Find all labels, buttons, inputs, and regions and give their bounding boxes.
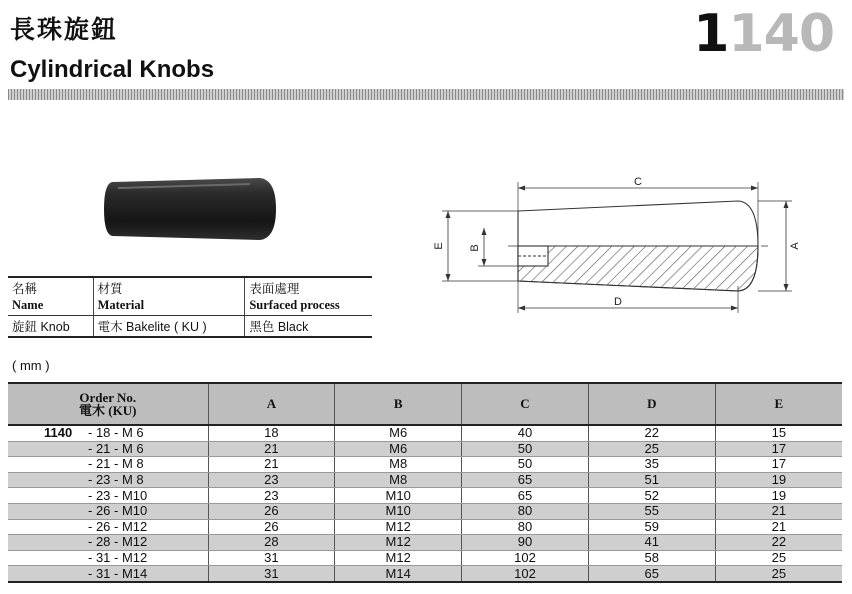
order-code: - 31 - M14 — [88, 565, 148, 581]
cell-a: 31 — [208, 550, 335, 566]
order-code: - 21 - M 8 — [88, 456, 144, 472]
table-row — [8, 441, 842, 457]
col-header-b: B — [335, 383, 462, 425]
dimension-label-b: B — [469, 244, 481, 252]
cell-d: 55 — [588, 503, 715, 519]
surface-value: 黑色 Black — [245, 316, 372, 338]
order-cell — [8, 472, 208, 488]
order-no-header — [8, 383, 208, 425]
order-code: - 21 - M 6 — [88, 440, 144, 456]
table-row — [8, 488, 842, 504]
dimension-label-a: A — [789, 242, 801, 250]
order-code: - 23 - M 8 — [88, 472, 144, 488]
spec-header-row — [8, 383, 842, 425]
table-row — [8, 425, 842, 441]
cell-c: 90 — [462, 535, 589, 551]
surface-header-cn: 表面處理 — [245, 277, 372, 297]
order-code: - 26 - M10 — [88, 503, 148, 519]
knob-photo — [100, 176, 280, 242]
cell-b: M12 — [335, 550, 462, 566]
col-header-a: A — [208, 383, 335, 425]
cell-a: 31 — [208, 566, 335, 582]
order-cell — [8, 503, 208, 519]
cell-a: 18 — [208, 425, 335, 441]
cell-d: 35 — [588, 457, 715, 473]
cell-e: 19 — [715, 472, 842, 488]
product-code — [693, 4, 834, 64]
order-cell — [8, 441, 208, 457]
order-cell — [8, 566, 208, 582]
header-rule — [8, 89, 844, 100]
technical-drawing — [418, 168, 808, 318]
product-code-first-digit: 1 — [693, 4, 729, 64]
name-header-en: Name — [8, 297, 93, 316]
cell-c: 65 — [462, 472, 589, 488]
properties-header-cn-row — [8, 277, 372, 297]
dimension-label-c: C — [634, 176, 642, 188]
cell-a: 23 — [208, 488, 335, 504]
order-prefix: 1140 — [44, 425, 73, 441]
cell-b: M6 — [335, 425, 462, 441]
cell-d: 22 — [588, 425, 715, 441]
cell-c: 50 — [462, 457, 589, 473]
material-value: 電木 Bakelite ( KU ) — [93, 316, 245, 338]
order-no-label: Order No. — [79, 390, 137, 405]
order-code: - 26 - M12 — [88, 518, 148, 534]
cell-d: 41 — [588, 535, 715, 551]
name-header-cn: 名稱 — [12, 282, 38, 296]
order-cell — [8, 488, 208, 504]
table-row — [8, 472, 842, 488]
cell-b: M10 — [335, 503, 462, 519]
table-row — [8, 457, 842, 473]
cell-d: 51 — [588, 472, 715, 488]
col-header-c: C — [462, 383, 589, 425]
cell-b: M10 — [335, 488, 462, 504]
order-code: - 31 - M12 — [88, 550, 148, 566]
table-row — [8, 519, 842, 535]
cell-e: 25 — [715, 550, 842, 566]
order-no-sub-label: 電木 (KU) — [79, 403, 137, 418]
cell-a: 28 — [208, 535, 335, 551]
cell-a: 26 — [208, 519, 335, 535]
cell-c: 65 — [462, 488, 589, 504]
cell-c: 102 — [462, 550, 589, 566]
cell-c: 80 — [462, 503, 589, 519]
cell-c: 80 — [462, 519, 589, 535]
cell-b: M12 — [335, 535, 462, 551]
cell-c: 50 — [462, 441, 589, 457]
cell-b: M12 — [335, 519, 462, 535]
name-value: 旋鈕 Knob — [12, 320, 70, 334]
cell-e: 17 — [715, 457, 842, 473]
cell-e: 22 — [715, 535, 842, 551]
cell-e: 21 — [715, 503, 842, 519]
material-header-cn: 材質 — [93, 277, 245, 297]
properties-table — [8, 276, 372, 338]
properties-value-row — [8, 316, 372, 338]
col-header-e: E — [715, 383, 842, 425]
cell-b: M6 — [335, 441, 462, 457]
cell-e: 19 — [715, 488, 842, 504]
cell-d: 65 — [588, 566, 715, 582]
title-chinese: 長珠旋鈕 — [10, 16, 119, 44]
cell-e: 15 — [715, 425, 842, 441]
table-row — [8, 535, 842, 551]
cell-e: 17 — [715, 441, 842, 457]
cell-a: 26 — [208, 503, 335, 519]
spec-table — [8, 382, 842, 583]
dimension-label-e: E — [433, 242, 445, 250]
properties-header-en-row — [8, 297, 372, 316]
table-row — [8, 550, 842, 566]
cell-e: 21 — [715, 519, 842, 535]
order-cell — [8, 519, 208, 535]
table-row — [8, 566, 842, 582]
cell-a: 21 — [208, 457, 335, 473]
cell-e: 25 — [715, 566, 842, 582]
dimension-label-d: D — [614, 296, 622, 308]
order-code: - 28 - M12 — [88, 534, 148, 550]
cell-d: 25 — [588, 441, 715, 457]
cell-c: 102 — [462, 566, 589, 582]
cell-b: M8 — [335, 457, 462, 473]
cell-a: 21 — [208, 441, 335, 457]
cell-c: 40 — [462, 425, 589, 441]
cell-d: 58 — [588, 550, 715, 566]
cell-d: 52 — [588, 488, 715, 504]
surface-header-en: Surfaced process — [245, 297, 372, 316]
order-code: - 18 - M 6 — [88, 425, 144, 441]
order-cell — [8, 457, 208, 473]
cell-a: 23 — [208, 472, 335, 488]
col-header-d: D — [588, 383, 715, 425]
table-row — [8, 503, 842, 519]
order-code: - 23 - M10 — [88, 487, 148, 503]
order-cell — [8, 425, 208, 441]
order-cell — [8, 535, 208, 551]
product-code-rest: 140 — [728, 4, 834, 64]
title-english: Cylindrical Knobs — [10, 56, 215, 83]
cell-d: 59 — [588, 519, 715, 535]
cell-b: M14 — [335, 566, 462, 582]
order-cell — [8, 550, 208, 566]
unit-label: ( mm ) — [12, 358, 50, 373]
material-header-en: Material — [93, 297, 245, 316]
cell-b: M8 — [335, 472, 462, 488]
